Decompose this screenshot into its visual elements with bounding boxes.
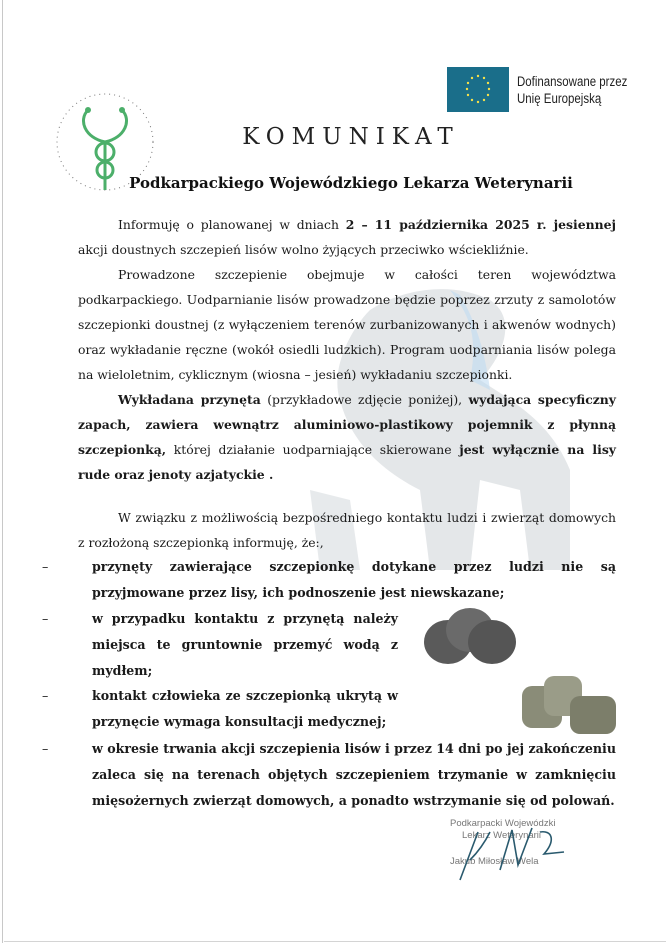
p1-dates: 2 – 11 października 2025 r. jesiennej xyxy=(345,217,616,232)
eu-text-line1: Dofinansowane przez xyxy=(517,73,628,89)
list-dash: – xyxy=(42,559,49,574)
list-dash: – xyxy=(42,611,49,626)
stamp-line1: Podkarpacki Wojewódzki xyxy=(450,818,556,829)
eu-text-line2: Unię Europejską xyxy=(517,90,602,106)
p3-action: której działanie uodparniające skierowane xyxy=(166,442,460,457)
eu-flag-icon xyxy=(447,67,509,112)
p3-description: wydająca specyficzny zapach, zawiera wewnątrz aluminiowo-plastikowy pojemnik z płynną szczepionką, xyxy=(78,392,616,457)
stamp-line2: Lekarz Weterynarii xyxy=(462,830,542,841)
p2-text: Prowadzone szczepienie obejmuje w całości teren województwa podkarpackiego. Uodparnianie lisów prowadzone będzie poprzez zrzuty z samolotów szczepionki doustnej (z wyłączeniem terenów zurbanizowanych i akwenów wodnych) oraz wykładanie ręczne (wokół osiedli ludzkich). Program uodparniania lisów polega na wieloletnim, cyklicznym (wiosna – jesień) wykładaniu szczepionki. xyxy=(78,267,616,382)
list-item-text: w okresie trwania akcji szczepienia lisów i przez 14 dni po jej zakończeniu zaleca się na terenach objętych szczepieniem trzymanie w zamknięciu mięsożernych zwierząt domowych, a ponadto wstrzymanie się od polowań. xyxy=(92,741,616,808)
p4-text: W związku z możliwością bezpośredniego kontaktu ludzi i zwierząt domowych z rozłożoną szczepionką informuję, że:, xyxy=(78,510,616,550)
handwritten-signature xyxy=(440,820,600,890)
list-item-text: przynęty zawierające szczepionkę dotykane przez ludzi nie są przyjmowane przez lisy, ich podnoszenie jest niewskazane; xyxy=(92,559,616,600)
list-item-text: kontakt człowieka ze szczepionką ukrytą w przynęcie wymaga konsultacji medycznej; xyxy=(92,688,398,729)
p3-target-species: jest wyłącznie na lisy rude oraz jenoty azjatyckie . xyxy=(78,442,616,482)
bait-photo xyxy=(422,600,518,672)
list-item xyxy=(42,606,398,684)
p3-bait: Wykładana przynęta xyxy=(118,392,261,407)
list-dash: – xyxy=(42,741,49,756)
paragraph-3 xyxy=(78,387,616,487)
list-item xyxy=(42,736,616,814)
list-dash: – xyxy=(42,688,49,703)
p3-photo-note: (przykładowe zdjęcie poniżej), xyxy=(260,392,469,407)
paragraph-1 xyxy=(78,212,616,262)
page-title: KOMUNIKAT xyxy=(242,124,460,150)
paragraph-4 xyxy=(78,505,616,555)
bait-photo xyxy=(512,672,622,740)
list-item-text: w przypadku kontaktu z przynętą należy miejsca te gruntownie przemyć wodą z mydłem; xyxy=(92,611,398,678)
page-edge xyxy=(4,941,666,942)
page-subtitle: Podkarpackiego Wojewódzkiego Lekarza Weterynarii xyxy=(129,174,573,192)
eu-funding-logo xyxy=(447,67,647,112)
p1-text-a: Informuję o planowanej w dniach xyxy=(118,217,346,232)
paragraph-2 xyxy=(78,262,616,387)
p1-text-c: akcji doustnych szczepień lisów wolno żyjących przeciwko wściekliźnie. xyxy=(78,242,529,257)
list-item xyxy=(42,683,398,735)
list-item xyxy=(42,554,616,606)
stamp-line3: Jakub Miłosław Wela xyxy=(450,856,539,867)
